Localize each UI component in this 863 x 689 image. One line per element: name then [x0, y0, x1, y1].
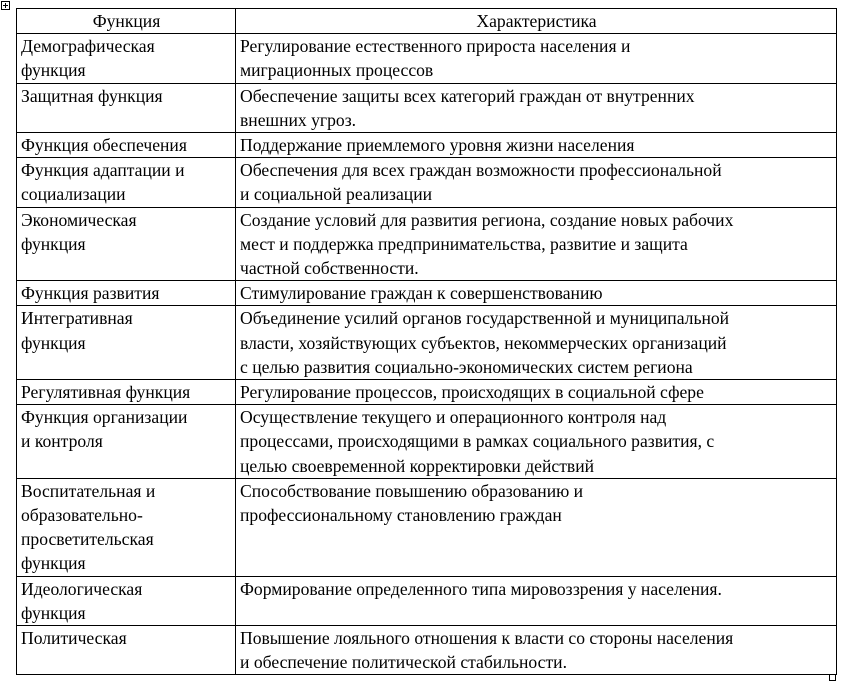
characteristic-text-line: Обеспечение защиты всех категорий граждан от внутренних	[240, 85, 695, 106]
characteristic-text-line: и обеспечение политической стабильности.	[240, 652, 567, 673]
table-row	[17, 478, 837, 576]
function-text-line: Экономическая	[21, 209, 137, 230]
function-text-line: функция	[21, 553, 86, 574]
function-text-line: и контроля	[21, 431, 103, 452]
characteristic-text-line: и социальной реализации	[240, 184, 433, 205]
function-text-line: Функция организации	[21, 407, 188, 428]
header-function: Функция	[17, 9, 236, 34]
characteristic-text-line: власти, хозяйствующих субъектов, некоммерческих организаций	[240, 332, 727, 353]
table-row	[17, 626, 837, 675]
table-row	[17, 281, 837, 306]
function-cell	[17, 34, 236, 83]
table-row	[17, 207, 837, 281]
characteristic-cell	[236, 306, 837, 380]
characteristic-text-line: целью своевременной корректировки действий	[240, 455, 595, 476]
characteristic-text-line: Обеспечения для всех граждан возможности профессиональной	[240, 160, 722, 181]
table-row	[17, 405, 837, 479]
function-text-line: Идеологическая	[21, 578, 143, 599]
characteristic-cell	[236, 34, 837, 83]
characteristic-text-line: мест и поддержка предпринимательства, развитие и защита	[240, 233, 688, 254]
function-cell	[17, 83, 236, 132]
function-text-line: просветительская	[21, 529, 154, 550]
function-text-line: Демографическая	[21, 36, 155, 57]
function-text-line: Функция развития	[21, 283, 160, 304]
function-cell	[17, 576, 236, 625]
table-body	[17, 34, 837, 675]
characteristic-text-line: Стимулирование граждан к совершенствованию	[240, 283, 603, 304]
function-text-line: функция	[21, 60, 86, 81]
characteristic-cell	[236, 281, 837, 306]
characteristic-cell	[236, 380, 837, 405]
characteristic-cell	[236, 83, 837, 132]
function-cell	[17, 281, 236, 306]
characteristic-cell	[236, 133, 837, 158]
function-text-line: Интегративная	[21, 308, 133, 329]
characteristic-text-line: Поддержание приемлемого уровня жизни населения	[240, 135, 635, 156]
characteristic-text-line: Регулирование процессов, происходящих в социальной сфере	[240, 382, 704, 403]
function-cell	[17, 626, 236, 675]
function-cell	[17, 158, 236, 207]
table-row	[17, 158, 837, 207]
table-header-row	[17, 9, 837, 34]
table-row	[17, 306, 837, 380]
characteristic-cell	[236, 158, 837, 207]
characteristic-text-line: профессиональному становлению граждан	[240, 505, 562, 526]
characteristic-text-line: Регулирование естественного прироста населения и	[240, 36, 631, 57]
function-text-line: функция	[21, 233, 86, 254]
table-row	[17, 133, 837, 158]
characteristic-cell	[236, 405, 837, 479]
function-cell	[17, 306, 236, 380]
header-characteristic: Характеристика	[236, 9, 837, 34]
table-row	[17, 576, 837, 625]
table-row	[17, 380, 837, 405]
function-text-line: Защитная функция	[21, 85, 163, 106]
functions-table	[16, 8, 837, 675]
characteristic-cell	[236, 576, 837, 625]
table-row	[17, 34, 837, 83]
characteristic-text-line: внешних угроз.	[240, 109, 357, 130]
characteristic-cell	[236, 626, 837, 675]
table-row	[17, 83, 837, 132]
function-text-line: Регулятивная функция	[21, 382, 191, 403]
characteristic-text-line: Объединение усилий органов государственной и муниципальной	[240, 308, 730, 329]
characteristic-text-line: миграционных процессов	[240, 60, 434, 81]
characteristic-cell	[236, 478, 837, 576]
function-cell	[17, 133, 236, 158]
characteristic-text-line: с целью развития социально-экономических систем региона	[240, 356, 693, 377]
table-move-handle-icon[interactable]	[1, 1, 10, 10]
function-text-line: Функция адаптации и	[21, 160, 185, 181]
characteristic-text-line: Создание условий для развития региона, создание новых рабочих	[240, 209, 734, 230]
function-text-line: Воспитательная и	[21, 480, 156, 501]
characteristic-text-line: Формирование определенного типа мировоззрения у населения.	[240, 578, 722, 599]
function-cell	[17, 478, 236, 576]
function-cell	[17, 405, 236, 479]
function-cell	[17, 380, 236, 405]
characteristic-text-line: частной собственности.	[240, 258, 419, 279]
function-text-line: социализации	[21, 184, 126, 205]
characteristic-text-line: Повышение лояльного отношения к власти со стороны населения	[240, 628, 734, 649]
table-resize-handle[interactable]	[829, 674, 836, 681]
function-text-line: Функция обеспечения	[21, 135, 187, 156]
function-text-line: функция	[21, 332, 86, 353]
function-cell	[17, 207, 236, 281]
characteristic-text-line: Способствование повышению образованию и	[240, 480, 584, 501]
characteristic-cell	[236, 207, 837, 281]
function-text-line: образовательно-	[21, 505, 143, 526]
characteristic-text-line: Осуществление текущего и операционного контроля над	[240, 407, 667, 428]
function-text-line: Политическая	[21, 628, 127, 649]
characteristic-text-line: процессами, происходящими в рамках социального развития, с	[240, 431, 715, 452]
function-text-line: функция	[21, 602, 86, 623]
